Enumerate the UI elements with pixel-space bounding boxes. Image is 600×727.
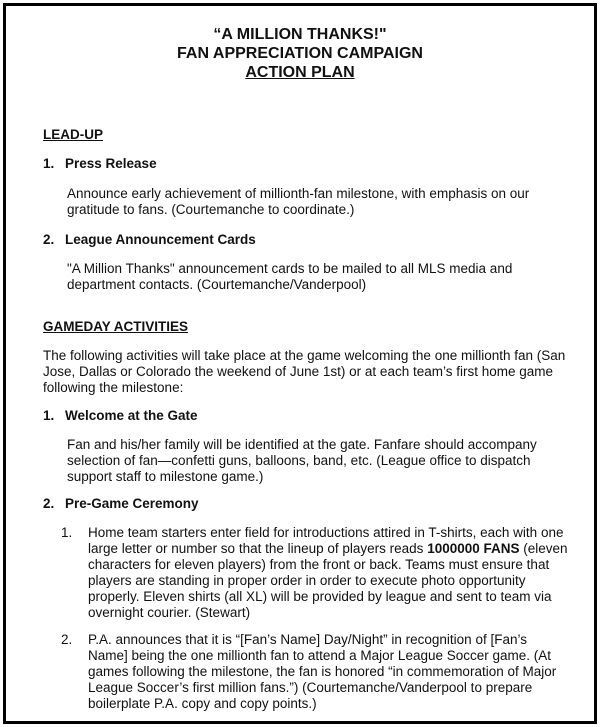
subitem-number: 1. (61, 525, 73, 540)
title-line-2: FAN APPRECIATION CAMPAIGN (177, 45, 423, 62)
leadup-item-2-heading (43, 232, 256, 247)
subitem-text-end: (eleven characters for eleven players) from the front or back. Teams must ensure that players are standing in proper order in order to execute photo opportunity properly. Eleven shirts (all XL) will be provided by league and sent to team via overnight courier. (Stewart) (88, 541, 568, 620)
gameday-intro: The following activities will take place at the game welcoming the one millionth fan (San Jose, Dallas or Colorado the weekend of June 1st) or at each team’s first home game following the milestone: (43, 348, 566, 395)
subitem-text: P.A. announces that it is “[Fan’s Name] Day/Night” in recognition of [Fan’s Name] being the one millionth fan to attend a Major League Soccer game. (At games following the milestone, the fan is honored “in commemoration of Major League Soccer’s first million fans.”) (Courtemanche/Vanderpool to prepare boilerplate P.A. copy and copy points.) (88, 632, 557, 711)
leadup-item-1-body: Announce early achievement of millionth-fan milestone, with emphasis on our gratitude to fans. (Courtemanche to coordinate.) (67, 186, 530, 217)
title-line-3 (6, 63, 594, 82)
gameday-heading: GAMEDAY ACTIVITIES (43, 319, 189, 334)
subitem-text (88, 525, 568, 621)
leadup-item-2-body: "A Million Thanks" announcement cards to be mailed to all MLS media and department contacts. (Courtemanche/Vanderpool) (67, 261, 513, 292)
subitem-number: 2. (61, 632, 73, 647)
item-number: 1. (43, 408, 55, 423)
item-title: League Announcement Cards (65, 232, 256, 247)
item-title: Welcome at the Gate (65, 408, 198, 423)
title-line-1: “A MILLION THANKS!" (213, 26, 387, 43)
leadup-heading: LEAD-UP (43, 127, 103, 142)
leadup-item-1-heading (43, 156, 157, 171)
item-number: 2. (43, 496, 55, 511)
gameday-item-2-heading (43, 496, 199, 511)
gameday-item-1-body: Fan and his/her family will be identified at the gate. Fanfare should accompany selection of fan—confetti guns, balloons, band, etc. (League office to dispatch support staff to milestone game.) (67, 437, 537, 484)
gameday-item-1-heading (43, 408, 198, 423)
item-title: Pre-Game Ceremony (65, 496, 199, 511)
document-page (3, 3, 597, 724)
item-number: 1. (43, 156, 55, 171)
item-title: Press Release (65, 156, 157, 171)
item-number: 2. (43, 232, 55, 247)
subitem-bold-fans: 1000000 FANS (427, 541, 520, 556)
title-action-plan: ACTION PLAN (245, 64, 355, 81)
subitem-text-start: Home team starters enter field for introductions attired in T-shirts, each with one large letter or number so that the lineup of players reads (88, 525, 564, 556)
